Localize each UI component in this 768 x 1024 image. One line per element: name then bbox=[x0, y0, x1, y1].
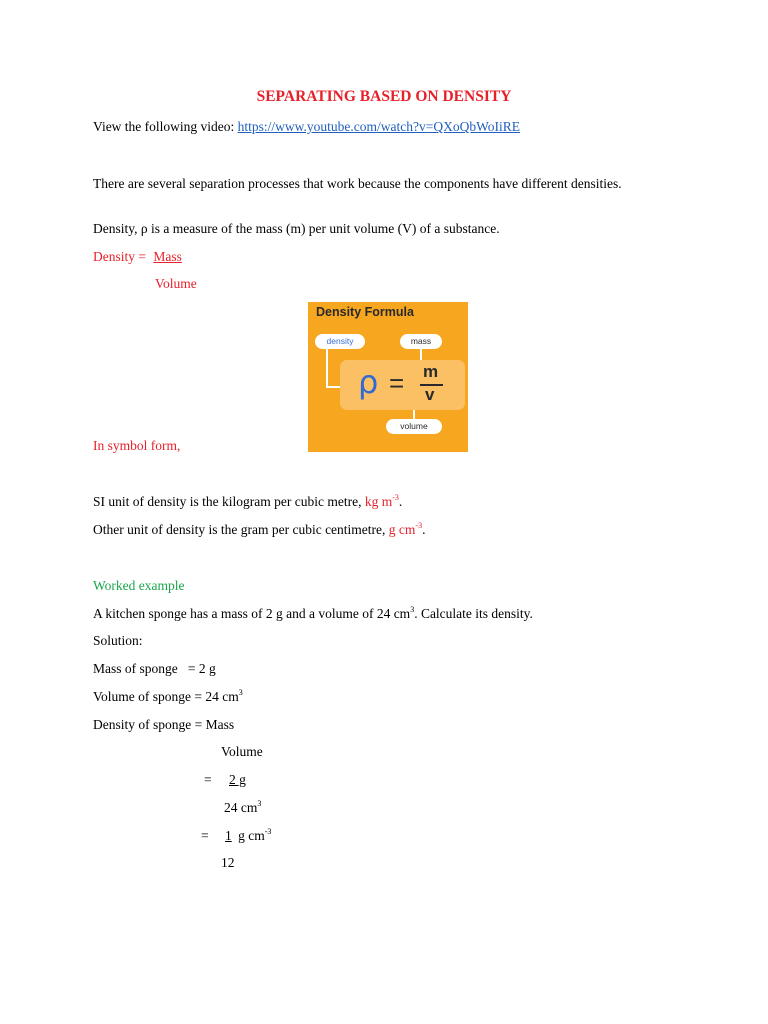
step1-equals: = bbox=[204, 772, 212, 787]
density-label: density bbox=[315, 334, 365, 349]
other-unit-exponent: -3 bbox=[415, 520, 423, 530]
density-formula-image bbox=[308, 302, 468, 452]
step2-denominator: 12 bbox=[221, 855, 235, 870]
worked-example-question bbox=[93, 606, 533, 622]
video-prefix: View the following video: bbox=[93, 119, 238, 134]
step2-numerator: 1 bbox=[225, 828, 232, 843]
step2-exponent: -3 bbox=[264, 826, 272, 836]
formula-m: m bbox=[423, 362, 439, 381]
formula-box bbox=[340, 360, 465, 410]
volume-label: volume bbox=[386, 419, 442, 434]
mass-label: mass bbox=[400, 334, 442, 349]
question-exponent: 3 bbox=[410, 604, 415, 614]
video-line bbox=[93, 119, 520, 135]
word-formula-denominator: Volume bbox=[155, 276, 197, 291]
symbol-form-label: In symbol form, bbox=[93, 438, 181, 453]
si-unit-exponent: -3 bbox=[392, 492, 399, 502]
step1-denominator bbox=[224, 800, 261, 816]
volume-of-sponge bbox=[93, 689, 243, 705]
step2-equals: = bbox=[201, 828, 209, 843]
si-unit-text: SI unit of density is the kilogram per cubic metre, bbox=[93, 494, 365, 509]
volume-of-sponge-exponent: 3 bbox=[238, 687, 243, 697]
other-unit-value: g cm bbox=[388, 522, 416, 537]
figure-title: Density Formula bbox=[316, 305, 414, 319]
formula-v: v bbox=[425, 385, 435, 404]
solution-label: Solution: bbox=[93, 633, 143, 648]
si-unit-end: . bbox=[398, 494, 403, 509]
density-connector bbox=[326, 348, 328, 388]
density-definition: Density, ρ is a measure of the mass (m) per unit volume (V) of a substance. bbox=[93, 221, 500, 236]
video-link[interactable]: https://www.youtube.com/watch?v=QXoQbWoIiRE bbox=[237, 119, 521, 134]
word-formula bbox=[93, 249, 182, 265]
step1-denominator-text: 24 cm bbox=[224, 800, 258, 815]
other-unit-text: Other unit of density is the gram per cubic centimetre, bbox=[93, 522, 389, 537]
rho-symbol: ρ bbox=[358, 363, 379, 401]
si-unit-line bbox=[93, 494, 402, 510]
question-text-b: . Calculate its density. bbox=[414, 606, 533, 621]
page-title: SEPARATING BASED ON DENSITY bbox=[256, 88, 512, 105]
word-formula-lhs: Density = bbox=[93, 249, 150, 264]
other-unit-line bbox=[93, 522, 425, 538]
volume-of-sponge-text: Volume of sponge = 24 cm bbox=[93, 689, 239, 704]
step1-numerator: 2 g bbox=[229, 772, 246, 787]
si-unit-value: kg m bbox=[364, 494, 393, 509]
density-of-sponge: Density of sponge = Mass bbox=[93, 717, 235, 732]
question-text-a: A kitchen sponge has a mass of 2 g and a volume of 24 cm bbox=[93, 606, 411, 621]
step2-unit: g cm bbox=[234, 828, 265, 843]
mass-of-sponge: Mass of sponge = 2 g bbox=[93, 661, 216, 676]
density-of-sponge-denominator: Volume bbox=[221, 744, 263, 759]
equals-sign: = bbox=[389, 368, 405, 398]
step1-denominator-exponent: 3 bbox=[257, 798, 262, 808]
word-formula-numerator: Mass bbox=[153, 249, 182, 264]
step2-line bbox=[217, 828, 271, 844]
other-unit-end: . bbox=[422, 522, 426, 537]
intro-paragraph: There are several separation processes that work because the components have different densities. bbox=[93, 176, 622, 191]
worked-example-title: Worked example bbox=[93, 578, 185, 593]
